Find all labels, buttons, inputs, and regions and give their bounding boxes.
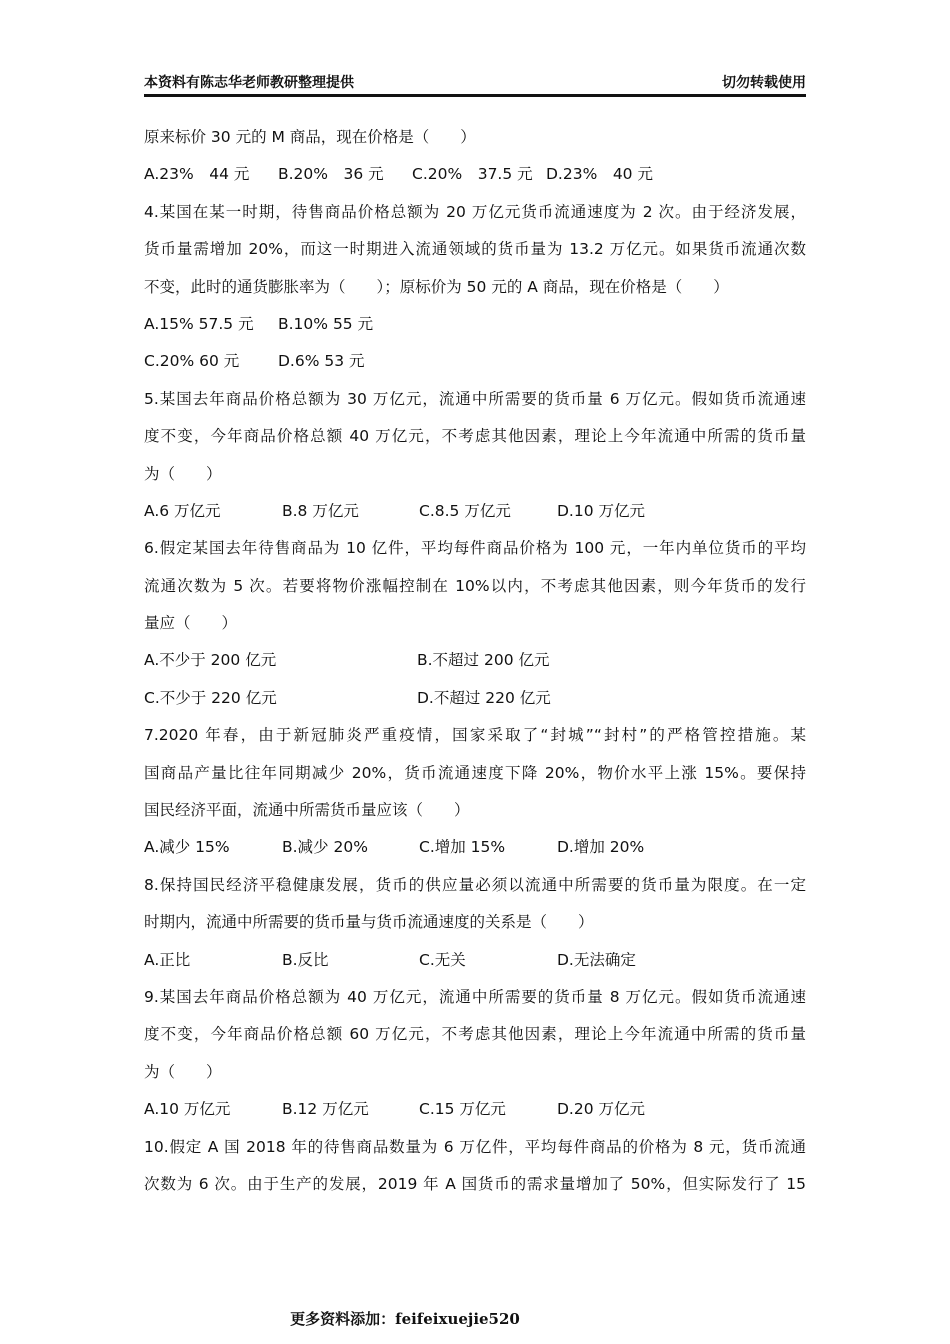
option: D.23% 40 元 xyxy=(546,165,653,184)
option: C.15 万亿元 xyxy=(419,1100,506,1119)
question-text: 国民经济平面，流通中所需货币量应该（ ） xyxy=(144,801,470,820)
option: C.20% 60 元 xyxy=(144,352,240,371)
option: B.不超过 200 亿元 xyxy=(417,651,550,670)
option: D.20 万亿元 xyxy=(557,1100,646,1119)
question-text: 8.保持国民经济平稳健康发展，货币的供应量必须以流通中所需要的货币量为限度。在一定 xyxy=(144,875,806,894)
question-text: 度不变，今年商品价格总额 40 万亿元，不考虑其他因素，理论上今年流通中所需的货币量 xyxy=(144,427,806,446)
options-row xyxy=(144,680,806,717)
question-text: 度不变，今年商品价格总额 60 万亿元，不考虑其他因素，理论上今年流通中所需的货币量 xyxy=(144,1025,806,1044)
option: A.不少于 200 亿元 xyxy=(144,651,277,670)
question-text: 时期内，流通中所需要的货币量与货币流通速度的关系是（ ） xyxy=(144,913,594,932)
question-text: 不变，此时的通货膨胀率为（ ）；原标价为 50 元的 A 商品，现在价格是（ ） xyxy=(144,277,729,296)
options-row xyxy=(144,493,806,530)
option: D.10 万亿元 xyxy=(557,501,646,520)
option: D.6% 53 元 xyxy=(278,352,365,371)
document-body xyxy=(144,119,806,1203)
question-text: 7.2020 年春，由于新冠肺炎严重疫情，国家采取了“封城”“封村”的严格管控措施。某 xyxy=(144,726,806,745)
option: C.20% 37.5 元 xyxy=(412,165,533,184)
question-text: 10.假定 A 国 2018 年的待售商品数量为 6 万亿件，平均每件商品的价格为 8 元，货币流通 xyxy=(144,1137,806,1156)
page-footer xyxy=(0,1308,950,1329)
option: B.12 万亿元 xyxy=(282,1100,369,1119)
option: D.不超过 220 亿元 xyxy=(417,688,551,707)
option: A.正比 xyxy=(144,950,191,969)
option: B.反比 xyxy=(282,950,329,969)
option: C.增加 15% xyxy=(419,838,506,857)
options-row xyxy=(144,306,806,343)
question-text: 6.假定某国去年待售商品为 10 亿件，平均每件商品价格为 100 元，一年内单位货币的平均 xyxy=(144,539,806,558)
option: A.23% 44 元 xyxy=(144,165,250,184)
question-text: 9.某国去年商品价格总额为 40 万亿元，流通中所需要的货币量 8 万亿元。假如货币流通速 xyxy=(144,987,806,1006)
option: D.增加 20% xyxy=(557,838,645,857)
options-row xyxy=(144,1091,806,1128)
option: B.8 万亿元 xyxy=(282,501,359,520)
option: C.不少于 220 亿元 xyxy=(144,688,277,707)
option: B.10% 55 元 xyxy=(278,314,374,333)
question-text: 为（ ） xyxy=(144,464,222,483)
options-row xyxy=(144,942,806,979)
question-text: 4.某国在某一时期，待售商品价格总额为 20 万亿元货币流通速度为 2 次。由于经济发展， xyxy=(144,202,806,221)
question-text: 流通次数为 5 次。若要将物价涨幅控制在 10%以内，不考虑其他因素，则今年货币的发行 xyxy=(144,576,806,595)
option: C.8.5 万亿元 xyxy=(419,501,511,520)
option: A.6 万亿元 xyxy=(144,501,221,520)
option: D.无法确定 xyxy=(557,950,636,969)
option: A.减少 15% xyxy=(144,838,230,857)
option: B.减少 20% xyxy=(282,838,368,857)
question-text: 量应（ ） xyxy=(144,614,238,633)
question-text: 为（ ） xyxy=(144,1062,222,1081)
option: B.20% 36 元 xyxy=(278,165,384,184)
options-row xyxy=(144,343,806,380)
question-text: 原来标价 30 元的 M 商品，现在价格是（ ） xyxy=(144,128,476,146)
question-text: 次数为 6 次。由于生产的发展，2019 年 A 国货币的需求量增加了 50%，但实际发行了 15 xyxy=(144,1174,806,1193)
options-row xyxy=(144,156,806,193)
option: C.无关 xyxy=(419,950,466,969)
header-left-text: 本资料有陈志华老师教研整理提供 xyxy=(144,75,354,91)
options-row xyxy=(144,642,806,679)
option: A.10 万亿元 xyxy=(144,1100,231,1119)
options-row xyxy=(144,829,806,866)
header-right-text: 切勿转载使用 xyxy=(722,75,806,91)
option: A.15% 57.5 元 xyxy=(144,314,254,333)
question-text: 货币量需增加 20%，而这一时期进入流通领域的货币量为 13.2 万亿元。如果货币流通次数 xyxy=(144,240,806,259)
header-divider xyxy=(144,94,806,97)
page-header xyxy=(144,70,806,94)
footer-text: 更多资料添加：feifeixuejie520 xyxy=(290,1310,520,1328)
question-text: 国商品产量比往年同期减少 20%，货币流通速度下降 20%，物价水平上涨 15%。要保持 xyxy=(144,763,806,782)
question-text: 5.某国去年商品价格总额为 30 万亿元，流通中所需要的货币量 6 万亿元。假如货币流通速 xyxy=(144,389,806,408)
